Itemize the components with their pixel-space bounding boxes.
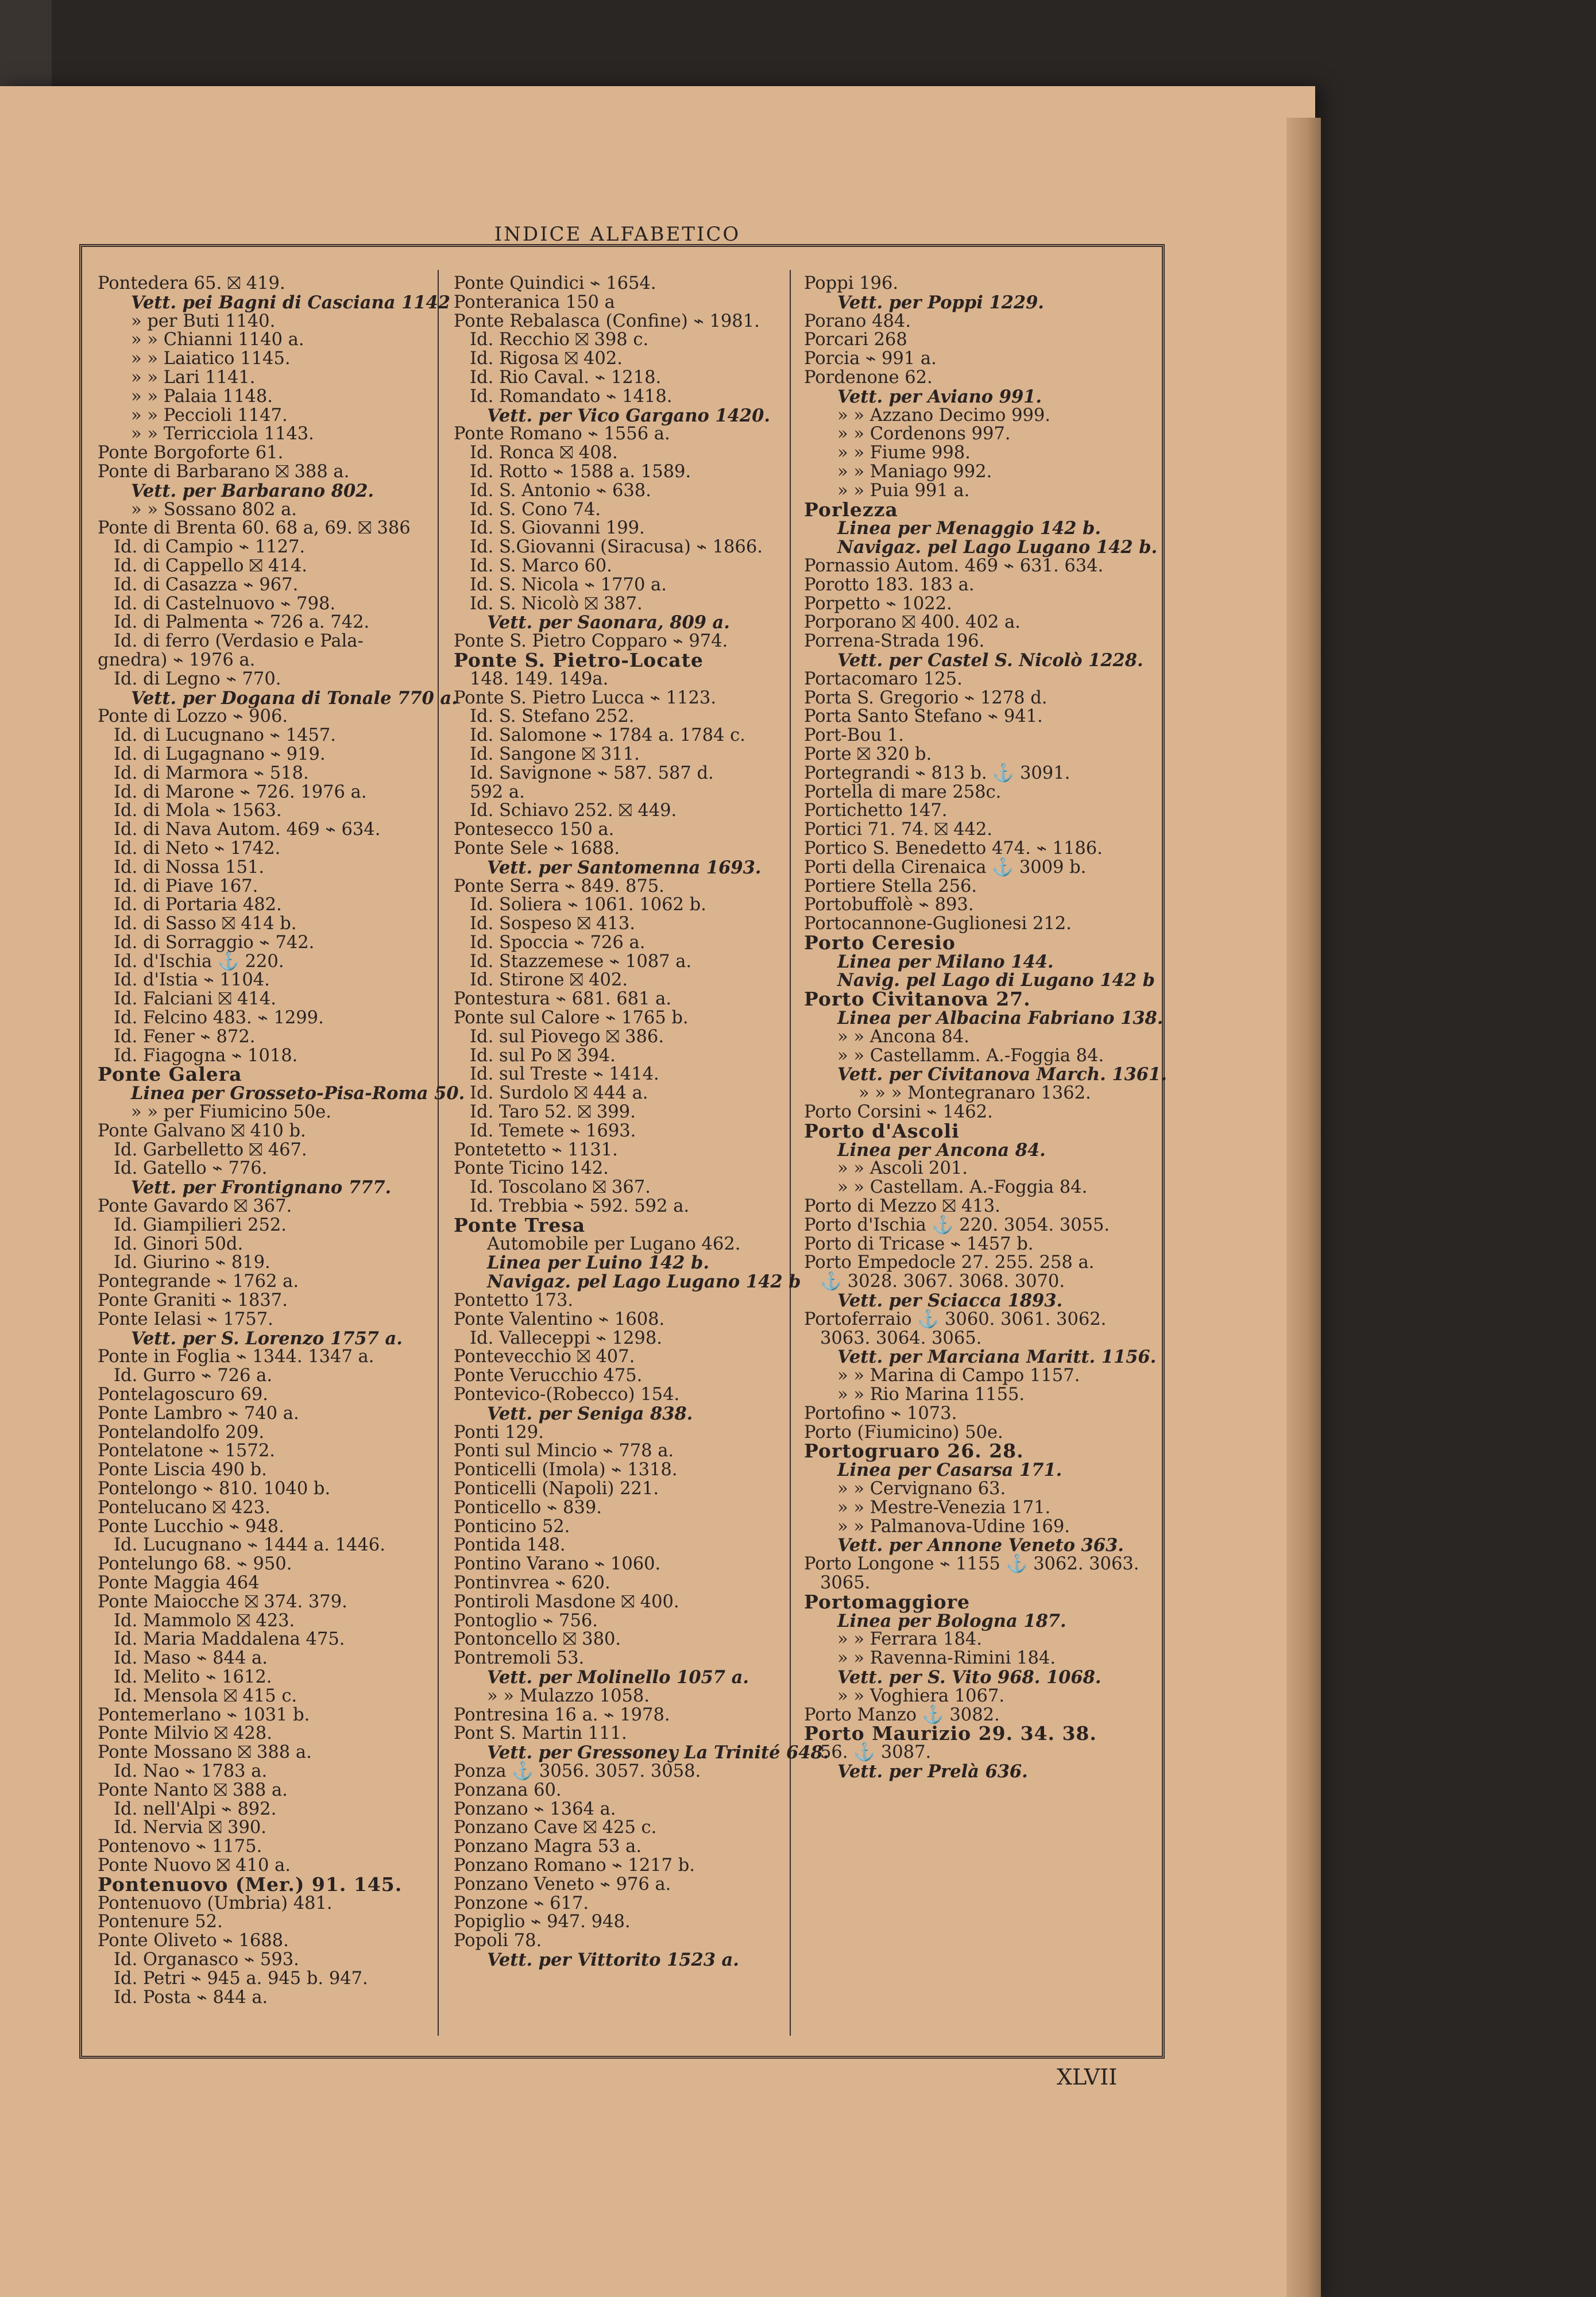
index-entry: » » Fiume 998. bbox=[837, 443, 971, 463]
index-entry: Id. Fiagogna ⌁ 1018. bbox=[114, 1045, 298, 1066]
index-entry: Ponte Nuovo ⛝ 410 a. bbox=[98, 1855, 291, 1876]
index-entry: Id. di Palmenta ⌁ 726 a. 742. bbox=[114, 612, 370, 633]
index-entry: Id. Rio Caval. ⌁ 1218. bbox=[470, 367, 662, 388]
index-entry: » » Castellamm. A.-Foggia 84. bbox=[837, 1045, 1104, 1066]
index-entry: Id. Rigosa ⛝ 402. bbox=[470, 349, 623, 369]
index-entry: Portici 71. 74. ⛝ 442. bbox=[804, 819, 992, 840]
index-entry: Id. Nervia ⛝ 390. bbox=[114, 1818, 266, 1838]
index-entry: Porrena-Strada 196. bbox=[804, 631, 985, 652]
index-entry: Id. Ginori 50d. bbox=[114, 1233, 244, 1254]
index-entry: Pontida 148. bbox=[454, 1535, 566, 1556]
index-entry: Porto di Tricase ⌁ 1457 b. bbox=[804, 1233, 1034, 1254]
index-entry: Popiglio ⌁ 947. 948. bbox=[454, 1912, 631, 1932]
index-entry: Id. Surdolo ⛝ 444 a. bbox=[470, 1083, 648, 1104]
index-entry: Vett. per Castel S. Nicolò 1228. bbox=[837, 649, 1143, 671]
index-entry: Porte ⛝ 320 b. bbox=[804, 744, 932, 764]
index-entry: Pontelucano ⛝ 423. bbox=[98, 1497, 270, 1518]
index-entry: ⚓ 3028. 3067. 3068. 3070. bbox=[820, 1271, 1065, 1292]
index-entry: Pontesecco 150 a. bbox=[454, 819, 615, 840]
index-entry: Portocannone-Guglionesi 212. bbox=[804, 914, 1072, 934]
index-entry: Id. Giurino ⌁ 819. bbox=[114, 1252, 270, 1273]
index-entry: Portichetto 147. bbox=[804, 801, 948, 821]
index-entry: Id. di Marone ⌁ 726. 1976 a. bbox=[114, 782, 367, 802]
index-entry: Id. Fener ⌁ 872. bbox=[114, 1026, 256, 1047]
index-entry: Linea per Menaggio 142 b. bbox=[837, 518, 1101, 539]
index-entry: Id. Stirone ⛝ 402. bbox=[470, 970, 628, 991]
index-entry: Vett. per Annone Veneto 363. bbox=[837, 1535, 1124, 1556]
index-entry: » » Azzano Decimo 999. bbox=[837, 405, 1050, 426]
index-entry: Ponte Lambro ⌁ 740 a. bbox=[98, 1403, 299, 1424]
index-entry: » » Castellam. A.-Foggia 84. bbox=[837, 1177, 1088, 1198]
index-entry: Id. Toscolano ⛝ 367. bbox=[470, 1177, 651, 1198]
index-entry: Id. d'Ischia ⚓ 220. bbox=[114, 951, 284, 972]
index-entry: Portobuffolè ⌁ 893. bbox=[804, 895, 974, 915]
index-entry: Ponza ⚓ 3056. 3057. 3058. bbox=[454, 1761, 701, 1781]
index-entry: Ponte Milvio ⛝ 428. bbox=[98, 1723, 272, 1744]
index-entry: Porporano ⛝ 400. 402 a. bbox=[804, 612, 1021, 633]
index-entry: Id. sul Po ⛝ 394. bbox=[470, 1045, 616, 1066]
index-entry: Id. di Sasso ⛝ 414 b. bbox=[114, 914, 297, 934]
index-entry: Portogruaro 26. 28. bbox=[804, 1440, 1024, 1463]
index-entry: Ponticello ⌁ 839. bbox=[454, 1497, 602, 1518]
index-entry: Pontenovo ⌁ 1175. bbox=[98, 1836, 262, 1857]
page-header: INDICE ALFABETICO bbox=[494, 223, 741, 246]
index-entry: Linea per Luino 142 b. bbox=[487, 1252, 709, 1274]
index-entry: Vett. pei Bagni di Casciana 1142 bbox=[131, 292, 450, 313]
index-entry: Porto Manzo ⚓ 3082. bbox=[804, 1704, 1000, 1725]
index-entry: » » Mulazzo 1058. bbox=[487, 1685, 650, 1706]
index-entry: Porto Corsini ⌁ 1462. bbox=[804, 1102, 993, 1123]
index-entry: Id. Recchio ⛝ 398 c. bbox=[470, 330, 649, 350]
index-entry: Pontremoli 53. bbox=[454, 1648, 585, 1669]
page-edge bbox=[1286, 118, 1321, 2297]
index-entry: Id. di Campio ⌁ 1127. bbox=[114, 537, 306, 558]
index-entry: Id. Soliera ⌁ 1061. 1062 b. bbox=[470, 895, 706, 915]
index-entry: Pontegrande ⌁ 1762 a. bbox=[98, 1271, 299, 1292]
index-entry: Ponte Maggia 464 bbox=[98, 1572, 260, 1593]
index-entry: Ponte Mossano ⛝ 388 a. bbox=[98, 1742, 312, 1763]
index-entry: Ponte Romano ⌁ 1556 a. bbox=[454, 424, 670, 444]
index-entry: Ponte Galvano ⛝ 410 b. bbox=[98, 1120, 306, 1141]
index-entry: » » Palaia 1148. bbox=[131, 386, 273, 407]
index-entry: Ponte Verucchio 475. bbox=[454, 1366, 643, 1386]
index-entry: Pornassio Autom. 469 ⌁ 631. 634. bbox=[804, 555, 1104, 576]
index-entry: Pontoncello ⛝ 380. bbox=[454, 1629, 621, 1650]
index-entry: Id. sul Piovego ⛝ 386. bbox=[470, 1026, 664, 1047]
index-entry: Id. di Lucugnano ⌁ 1457. bbox=[114, 725, 336, 746]
index-entry: Vett. per Santomenna 1693. bbox=[487, 857, 762, 878]
index-entry: Porto (Fiumicino) 50e. bbox=[804, 1422, 1003, 1443]
index-entry: Portico S. Benedetto 474. ⌁ 1186. bbox=[804, 838, 1103, 859]
index-entry: Pontino Varano ⌁ 1060. bbox=[454, 1554, 661, 1575]
index-entry: Ponticelli (Imola) ⌁ 1318. bbox=[454, 1460, 678, 1480]
index-entry: Vett. per Saonara, 809 a. bbox=[487, 612, 730, 633]
index-entry: Id. sul Treste ⌁ 1414. bbox=[470, 1064, 659, 1085]
index-entry: Ponte Rebalasca (Confine) ⌁ 1981. bbox=[454, 311, 760, 331]
index-entry: Ponte Liscia 490 b. bbox=[98, 1460, 267, 1480]
index-entry: Id. Sospeso ⛝ 413. bbox=[470, 914, 635, 934]
page-number: XLVII bbox=[1057, 2064, 1118, 2090]
index-entry: Ponte Serra ⌁ 849. 875. bbox=[454, 876, 664, 896]
index-entry: Id. Romandato ⌁ 1418. bbox=[470, 386, 673, 407]
index-entry: Id. Valleceppi ⌁ 1298. bbox=[470, 1328, 662, 1348]
index-entry: Portiere Stella 256. bbox=[804, 876, 977, 896]
index-entry: Id. Falciani ⛝ 414. bbox=[114, 989, 276, 1010]
index-entry: Id. di Cappello ⛝ 414. bbox=[114, 555, 307, 576]
index-entry: Porta S. Gregorio ⌁ 1278 d. bbox=[804, 687, 1048, 708]
index-entry: Id. S. Marco 60. bbox=[470, 555, 612, 576]
index-entry: Vett. per S. Vito 968. 1068. bbox=[837, 1666, 1102, 1688]
index-entry: Id. Gurro ⌁ 726 a. bbox=[114, 1366, 273, 1386]
index-entry: Id. di Piave 167. bbox=[114, 876, 258, 896]
index-entry: Ponzano ⌁ 1364 a. bbox=[454, 1799, 616, 1819]
index-entry: Portomaggiore bbox=[804, 1590, 970, 1613]
index-entry: Id. Felcino 483. ⌁ 1299. bbox=[114, 1008, 324, 1028]
index-entry: Port-Bou 1. bbox=[804, 725, 905, 746]
index-entry: » » Terricciola 1143. bbox=[131, 424, 314, 444]
index-entry: Linea per Ancona 84. bbox=[837, 1139, 1046, 1161]
index-entry: Id. Mammolo ⛝ 423. bbox=[114, 1610, 295, 1631]
index-entry: Pordenone 62. bbox=[804, 367, 933, 388]
index-entry: Porto Maurizio 29. 34. 38. bbox=[804, 1722, 1097, 1745]
index-entry: Ponti sul Mincio ⌁ 778 a. bbox=[454, 1441, 674, 1461]
index-entry: Pontestura ⌁ 681. 681 a. bbox=[454, 989, 672, 1010]
index-entry: Id. Nao ⌁ 1783 a. bbox=[114, 1761, 268, 1781]
index-entry: Porto Longone ⌁ 1155 ⚓ 3062. 3063. bbox=[804, 1554, 1139, 1575]
index-entry: Porano 484. bbox=[804, 311, 911, 331]
index-entry: Porto Civitanova 27. bbox=[804, 988, 1031, 1011]
index-entry: Porlezza bbox=[804, 498, 898, 521]
index-entry: Ponte in Foglia ⌁ 1344. 1347 a. bbox=[98, 1347, 374, 1367]
index-entry: Vett. per Frontignano 777. bbox=[131, 1177, 392, 1198]
index-entry: Id. Ronca ⛝ 408. bbox=[470, 443, 618, 463]
index-entry: Vett. per Seniga 838. bbox=[487, 1403, 693, 1424]
index-entry: » » Cordenons 997. bbox=[837, 424, 1011, 444]
index-entry: Pontevecchio ⛝ 407. bbox=[454, 1347, 635, 1367]
index-entry: Vett. per Molinello 1057 a. bbox=[487, 1666, 749, 1688]
index-entry: Vett. per Aviano 991. bbox=[837, 386, 1042, 407]
index-entry: Navig. pel Lago di Lugano 142 b bbox=[837, 970, 1155, 991]
index-entry: Ponte di Lozzo ⌁ 906. bbox=[98, 706, 288, 727]
index-entry: Pontetetto ⌁ 1131. bbox=[454, 1139, 618, 1160]
index-entry: Id. nell'Alpi ⌁ 892. bbox=[114, 1799, 277, 1819]
index-entry: Id. S. Antonio ⌁ 638. bbox=[470, 480, 651, 501]
index-entry: Pontelagoscuro 69. bbox=[98, 1385, 268, 1405]
index-entry: Id. Giampilieri 252. bbox=[114, 1215, 287, 1235]
index-entry: » » Rio Marina 1155. bbox=[837, 1385, 1025, 1405]
index-entry: Id. d'Istia ⌁ 1104. bbox=[114, 970, 270, 991]
index-entry: Id. Garbelletto ⛝ 467. bbox=[114, 1139, 307, 1160]
column-divider bbox=[438, 270, 439, 2036]
index-entry: Id. Spoccia ⌁ 726 a. bbox=[470, 932, 646, 953]
index-entry: Id. di Portaria 482. bbox=[114, 895, 282, 915]
index-entry: Popoli 78. bbox=[454, 1931, 542, 1951]
index-entry: Pontelatone ⌁ 1572. bbox=[98, 1441, 275, 1461]
index-entry: Porcari 268 bbox=[804, 330, 907, 350]
index-entry: Ponte Tresa bbox=[454, 1213, 586, 1236]
index-entry: Porcia ⌁ 991 a. bbox=[804, 349, 937, 369]
index-entry: Vett. per Poppi 1229. bbox=[837, 292, 1044, 313]
index-entry: Ponzano Magra 53 a. bbox=[454, 1836, 642, 1857]
index-entry: Id. di Castelnuovo ⌁ 798. bbox=[114, 593, 336, 614]
index-entry: Pontenuovo (Umbria) 481. bbox=[98, 1893, 333, 1913]
index-entry: Id. di Nossa 151. bbox=[114, 857, 265, 877]
index-entry: Ponzana 60. bbox=[454, 1780, 562, 1800]
index-entry: Vett. per Vico Gargano 1420. bbox=[487, 405, 770, 426]
index-entry: » » Ancona 84. bbox=[837, 1026, 969, 1047]
index-entry: Ponti 129. bbox=[454, 1422, 544, 1443]
index-entry: Id. di Marmora ⌁ 518. bbox=[114, 763, 309, 783]
index-entry: Id. S.Giovanni (Siracusa) ⌁ 1866. bbox=[470, 537, 763, 558]
index-entry: Porti della Cirenaica ⚓ 3009 b. bbox=[804, 857, 1087, 877]
index-entry: Id. di Sorraggio ⌁ 742. bbox=[114, 932, 315, 953]
index-column-2 bbox=[454, 273, 829, 1970]
index-entry: Ponte Galera bbox=[98, 1063, 242, 1086]
index-entry: gnedra) ⌁ 1976 a. bbox=[98, 649, 256, 670]
index-entry: Vett. per Prelà 636. bbox=[837, 1761, 1028, 1782]
index-entry: Pontiroli Masdone ⛝ 400. bbox=[454, 1591, 679, 1612]
index-entry: Linea per Milano 144. bbox=[837, 951, 1054, 972]
index-entry: Vett. per Marciana Maritt. 1156. bbox=[837, 1347, 1157, 1368]
index-entry: » » Ferrara 184. bbox=[837, 1629, 982, 1650]
index-entry: Portegrandi ⌁ 813 b. ⚓ 3091. bbox=[804, 763, 1071, 783]
index-entry: Portella di mare 258c. bbox=[804, 782, 1002, 802]
index-entry: » » Peccioli 1147. bbox=[131, 405, 288, 426]
index-entry: Id. di Casazza ⌁ 967. bbox=[114, 574, 299, 595]
index-entry: Pont S. Martin 111. bbox=[454, 1723, 627, 1744]
index-entry: Automobile per Lugano 462. bbox=[487, 1233, 741, 1254]
index-entry: » » Mestre-Venezia 171. bbox=[837, 1497, 1051, 1518]
index-entry: Id. di Nava Autom. 469 ⌁ 634. bbox=[114, 819, 381, 840]
index-entry: Porto Empedocle 27. 255. 258 a. bbox=[804, 1252, 1095, 1273]
index-entry: Ponzano Romano ⌁ 1217 b. bbox=[454, 1855, 695, 1876]
index-entry: Ponte S. Pietro Lucca ⌁ 1123. bbox=[454, 687, 717, 708]
index-entry: Id. Melito ⌁ 1612. bbox=[114, 1666, 272, 1687]
index-entry: Id. di ferro (Verdasio e Pala- bbox=[114, 631, 364, 652]
index-entry: Id. Salomone ⌁ 1784 a. 1784 c. bbox=[470, 725, 745, 746]
index-entry: Linea per Casarsa 171. bbox=[837, 1460, 1062, 1481]
index-entry: Id. Lucugnano ⌁ 1444 a. 1446. bbox=[114, 1535, 385, 1556]
index-entry: Pontedera 65. ⛝ 419. bbox=[98, 273, 285, 293]
index-entry: » » Cervignano 63. bbox=[837, 1479, 1006, 1499]
index-entry: Id. Temete ⌁ 1693. bbox=[470, 1120, 636, 1141]
index-entry: Ponte Ielasi ⌁ 1757. bbox=[98, 1309, 273, 1329]
index-entry: Pontevico-(Robecco) 154. bbox=[454, 1385, 680, 1405]
index-entry: » per Buti 1140. bbox=[131, 311, 276, 331]
index-entry: Ponte Borgoforte 61. bbox=[98, 443, 284, 463]
index-column-1 bbox=[98, 273, 465, 2008]
index-entry: Ponte Lucchio ⌁ 948. bbox=[98, 1516, 284, 1537]
index-entry: Ponte S. Pietro-Locate bbox=[454, 648, 704, 671]
index-entry: Pontenuovo (Mer.) 91. 145. bbox=[98, 1873, 403, 1896]
index-entry: » » Puia 991 a. bbox=[837, 480, 970, 501]
index-entry: Poppi 196. bbox=[804, 273, 899, 293]
index-entry: Pontoglio ⌁ 756. bbox=[454, 1610, 598, 1631]
index-entry: Navigaz. pel Lago Lugano 142 b bbox=[487, 1271, 801, 1293]
index-entry: Id. Sangone ⛝ 311. bbox=[470, 744, 640, 764]
index-entry: Navigaz. pel Lago Lugano 142 b. bbox=[837, 537, 1158, 558]
index-entry: » » Marina di Campo 1157. bbox=[837, 1366, 1080, 1386]
index-entry: » » » Montegranaro 1362. bbox=[859, 1083, 1091, 1104]
index-entry: Vett. per Gressoney La Trinité 648. bbox=[487, 1742, 829, 1764]
index-entry: Ponticino 52. bbox=[454, 1516, 570, 1537]
index-entry: Ponzano Veneto ⌁ 976 a. bbox=[454, 1874, 671, 1894]
index-entry: Id. Organasco ⌁ 593. bbox=[114, 1949, 299, 1970]
index-entry: » » Voghiera 1067. bbox=[837, 1685, 1005, 1706]
index-entry: » » Maniago 992. bbox=[837, 461, 992, 482]
index-entry: Id. Maria Maddalena 475. bbox=[114, 1629, 345, 1650]
index-entry: Id. Savignone ⌁ 587. 587 d. bbox=[470, 763, 714, 783]
index-entry: 592 a. bbox=[470, 782, 525, 802]
index-entry: Id. S. Cono 74. bbox=[470, 499, 601, 520]
index-entry: Linea per Bologna 187. bbox=[837, 1610, 1066, 1631]
index-entry: Id. S. Nicolò ⛝ 387. bbox=[470, 593, 643, 614]
index-entry: Portofino ⌁ 1073. bbox=[804, 1403, 957, 1424]
index-entry: Id. Schiavo 252. ⛝ 449. bbox=[470, 801, 677, 821]
index-entry: Id. di Lugagnano ⌁ 919. bbox=[114, 744, 326, 764]
index-entry: Porto Ceresio bbox=[804, 931, 956, 954]
index-entry: Ponte Valentino ⌁ 1608. bbox=[454, 1309, 665, 1329]
index-entry: Porpetto ⌁ 1022. bbox=[804, 593, 952, 614]
index-entry: Id. Taro 52. ⛝ 399. bbox=[470, 1102, 636, 1123]
index-entry: Porta Santo Stefano ⌁ 941. bbox=[804, 706, 1043, 727]
index-entry: Ponzone ⌁ 617. bbox=[454, 1893, 589, 1913]
index-entry: » » Sossano 802 a. bbox=[131, 499, 297, 520]
index-entry: Porto d'Ascoli bbox=[804, 1119, 960, 1142]
index-entry: Id. Posta ⌁ 844 a. bbox=[114, 1987, 268, 2008]
index-entry: Ponte Oliveto ⌁ 1688. bbox=[98, 1931, 289, 1951]
index-entry: Vett. per Sciacca 1893. bbox=[837, 1290, 1063, 1312]
index-entry: Vett. per S. Lorenzo 1757 a. bbox=[131, 1328, 403, 1349]
index-entry: » » Ravenna-Rimini 184. bbox=[837, 1648, 1056, 1669]
index-entry: Pontelandolfo 209. bbox=[98, 1422, 265, 1443]
index-entry: Ponzano Cave ⛝ 425 c. bbox=[454, 1818, 657, 1838]
index-entry: Id. Mensola ⛝ 415 c. bbox=[114, 1685, 297, 1706]
index-entry: Vett. per Dogana di Tonale 770 a. bbox=[131, 687, 458, 709]
index-entry: 3065. bbox=[820, 1572, 871, 1593]
index-entry: » » Ascoli 201. bbox=[837, 1158, 968, 1179]
index-entry: Linea per Grosseto-Pisa-Roma 50. bbox=[131, 1083, 465, 1104]
index-entry: Ponte Maiocche ⛝ 374. 379. bbox=[98, 1591, 347, 1612]
index-entry: Id. di Neto ⌁ 1742. bbox=[114, 838, 281, 859]
index-entry: » » Lari 1141. bbox=[131, 367, 256, 388]
index-entry: Ponte Graniti ⌁ 1837. bbox=[98, 1290, 288, 1311]
index-entry: 56. ⚓ 3087. bbox=[820, 1742, 932, 1763]
index-entry: Id. Gatello ⌁ 776. bbox=[114, 1158, 268, 1179]
index-entry: Id. Rotto ⌁ 1588 a. 1589. bbox=[470, 461, 691, 482]
index-entry: Pontelongo ⌁ 810. 1040 b. bbox=[98, 1479, 331, 1499]
index-entry: Id. di Mola ⌁ 1563. bbox=[114, 801, 282, 821]
index-entry: Id. di Legno ⌁ 770. bbox=[114, 668, 281, 689]
index-entry: » » per Fiumicino 50e. bbox=[131, 1102, 331, 1123]
index-entry: Ponte di Brenta 60. 68 a, 69. ⛝ 386 bbox=[98, 518, 411, 539]
index-entry: » » Chianni 1140 a. bbox=[131, 330, 304, 350]
index-entry: Pontenure 52. bbox=[98, 1912, 223, 1932]
index-entry: Ponte sul Calore ⌁ 1765 b. bbox=[454, 1008, 689, 1028]
index-entry: Ponte Ticino 142. bbox=[454, 1158, 609, 1179]
index-entry: Ponticelli (Napoli) 221. bbox=[454, 1479, 659, 1499]
index-entry: 3063. 3064. 3065. bbox=[820, 1328, 982, 1348]
index-entry: » » Palmanova-Udine 169. bbox=[837, 1516, 1070, 1537]
index-entry: Id. Stazzemese ⌁ 1087 a. bbox=[470, 951, 692, 972]
index-entry: Pontelungo 68. ⌁ 950. bbox=[98, 1554, 292, 1575]
index-entry: Ponte Quindici ⌁ 1654. bbox=[454, 273, 656, 293]
index-entry: 148. 149. 149a. bbox=[470, 668, 609, 689]
index-entry: Vett. per Civitanova March. 1361. bbox=[837, 1064, 1167, 1085]
index-entry: Ponteranica 150 a bbox=[454, 292, 615, 312]
index-entry: Pontinvrea ⌁ 620. bbox=[454, 1572, 610, 1593]
index-entry: Ponte Gavardo ⛝ 367. bbox=[98, 1196, 292, 1217]
index-entry: Vett. per Barbarano 802. bbox=[131, 480, 374, 501]
index-entry: Portacomaro 125. bbox=[804, 668, 963, 689]
index-entry: Id. Petri ⌁ 945 a. 945 b. 947. bbox=[114, 1968, 368, 1989]
index-entry: Ponte Sele ⌁ 1688. bbox=[454, 838, 620, 859]
index-entry: Pontemerlano ⌁ 1031 b. bbox=[98, 1704, 310, 1725]
index-entry: Id. S. Nicola ⌁ 1770 a. bbox=[470, 574, 667, 595]
index-entry: Id. S. Stefano 252. bbox=[470, 706, 635, 727]
index-entry: Portoferraio ⚓ 3060. 3061. 3062. bbox=[804, 1309, 1107, 1329]
index-entry: Porto di Mezzo ⛝ 413. bbox=[804, 1196, 1000, 1217]
index-entry: Id. S. Giovanni 199. bbox=[470, 518, 645, 539]
index-entry: Ponte S. Pietro Copparo ⌁ 974. bbox=[454, 631, 728, 652]
index-entry: Pontetto 173. bbox=[454, 1290, 574, 1311]
index-entry: Id. Maso ⌁ 844 a. bbox=[114, 1648, 268, 1669]
index-entry: Ponte di Barbarano ⛝ 388 a. bbox=[98, 461, 350, 482]
index-entry: Porotto 183. 183 a. bbox=[804, 574, 975, 595]
index-column-3 bbox=[804, 273, 1167, 1782]
index-entry: Pontresina 16 a. ⌁ 1978. bbox=[454, 1704, 670, 1725]
index-entry: » » Laiatico 1145. bbox=[131, 349, 291, 369]
index-entry: Porto d'Ischia ⚓ 220. 3054. 3055. bbox=[804, 1215, 1110, 1235]
index-entry: Ponte Nanto ⛝ 388 a. bbox=[98, 1780, 288, 1800]
index-entry: Id. Trebbia ⌁ 592. 592 a. bbox=[470, 1196, 690, 1217]
index-entry: Vett. per Vittorito 1523 a. bbox=[487, 1949, 739, 1970]
index-entry: Linea per Albacina Fabriano 138. bbox=[837, 1008, 1164, 1029]
